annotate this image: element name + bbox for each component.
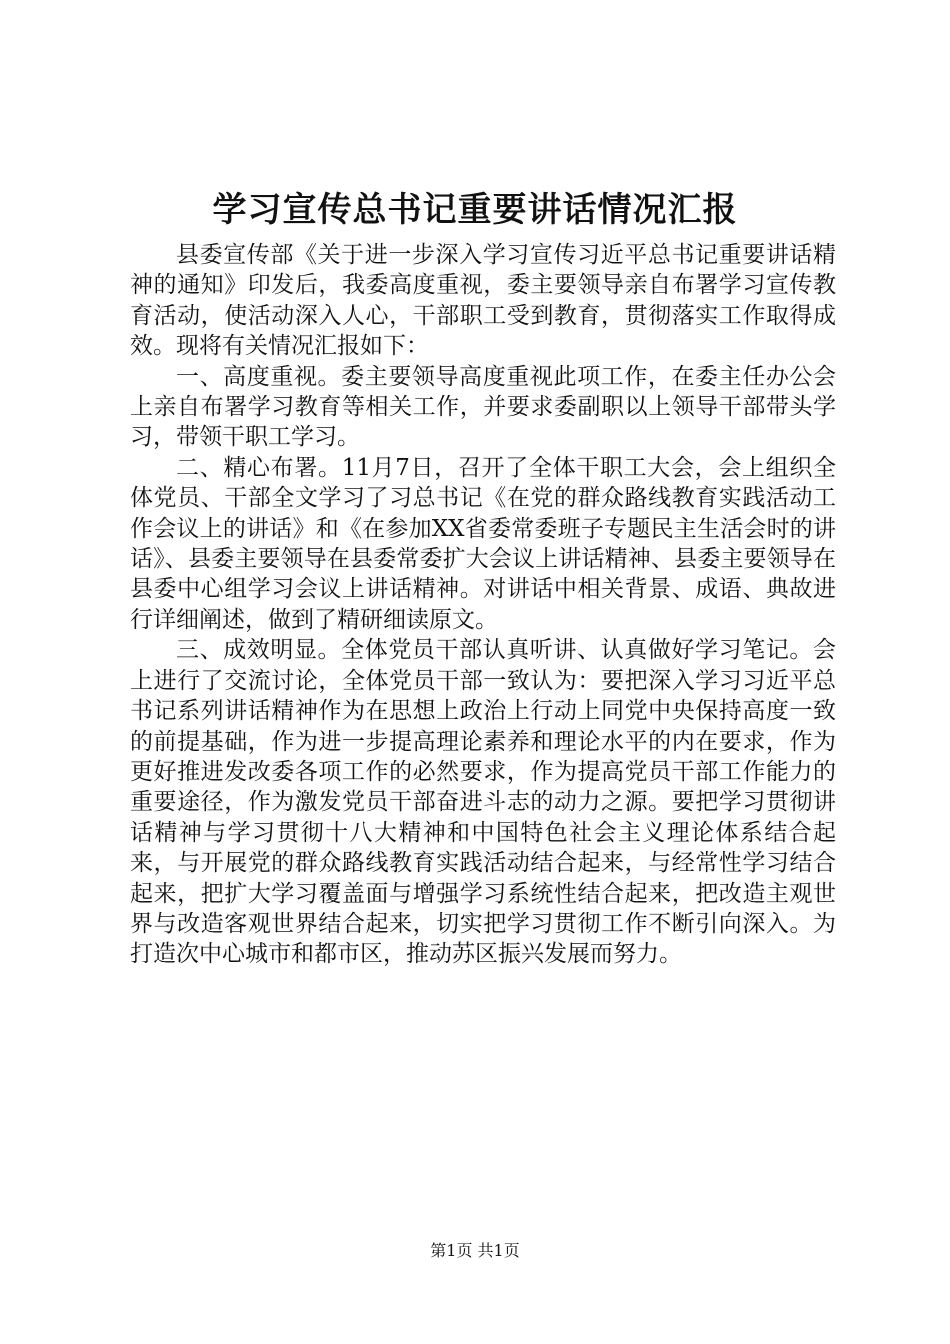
document-body — [130, 240, 836, 970]
document-title: 学习宣传总书记重要讲话情况汇报 — [212, 190, 738, 230]
paragraph-intro: 县委宣传部《关于进一步深入学习宣传习近平总书记重要讲话精神的通知》印发后，我委高度重视，委主要领导亲自布署学习宣传教育活动，使活动深入人心，干部职工受到教育，贯彻落实工作取得成效。现将有关情况汇报如下： — [130, 242, 836, 360]
paragraph-section-2: 二、精心布署。11月7日，召开了全体干职工大会，会上组织全体党员、干部全文学习了习总书记《在党的群众路线教育实践活动工作会议上的讲话》和《在参加XX省委常委班子专题民主生活会时的讲话》、县委主要领导在县委常委扩大会议上讲话精神、县委主要领导在县委中心组学习会议上讲话精神。对讲话中相关背景、成语、典故进行详细阐述，做到了精研细读原文。 — [130, 454, 836, 633]
paragraph-section-3: 三、成效明显。全体党员干部认真听讲、认真做好学习笔记。会上进行了交流讨论，全体党员干部一致认为：要把深入学习习近平总书记系列讲话精神作为在思想上政治上行动上同党中央保持高度一致的前提基础，作为进一步提高理论素养和理论水平的内在要求，作为更好推进发改委各项工作的必然要求，作为提高党员干部工作能力的重要途径，作为激发党员干部奋进斗志的动力之源。要把学习贯彻讲话精神与学习贯彻十八大精神和中国特色社会主义理论体系结合起来，与开展党的群众路线教育实践活动结合起来，与经常性学习结合起来，把扩大学习覆盖面与增强学习系统性结合起来，把改造主观世界与改造客观世界结合起来，切实把学习贯彻工作不断引向深入。为打造次中心城市和都市区，推动苏区振兴发展而努力。 — [130, 637, 836, 968]
paragraph-section-1: 一、高度重视。委主要领导高度重视此项工作，在委主任办公会上亲自布署学习教育等相关工作，并要求委副职以上领导干部带头学习，带领干职工学习。 — [130, 363, 836, 451]
page-number-footer: 第1页 共1页 — [430, 1241, 520, 1260]
